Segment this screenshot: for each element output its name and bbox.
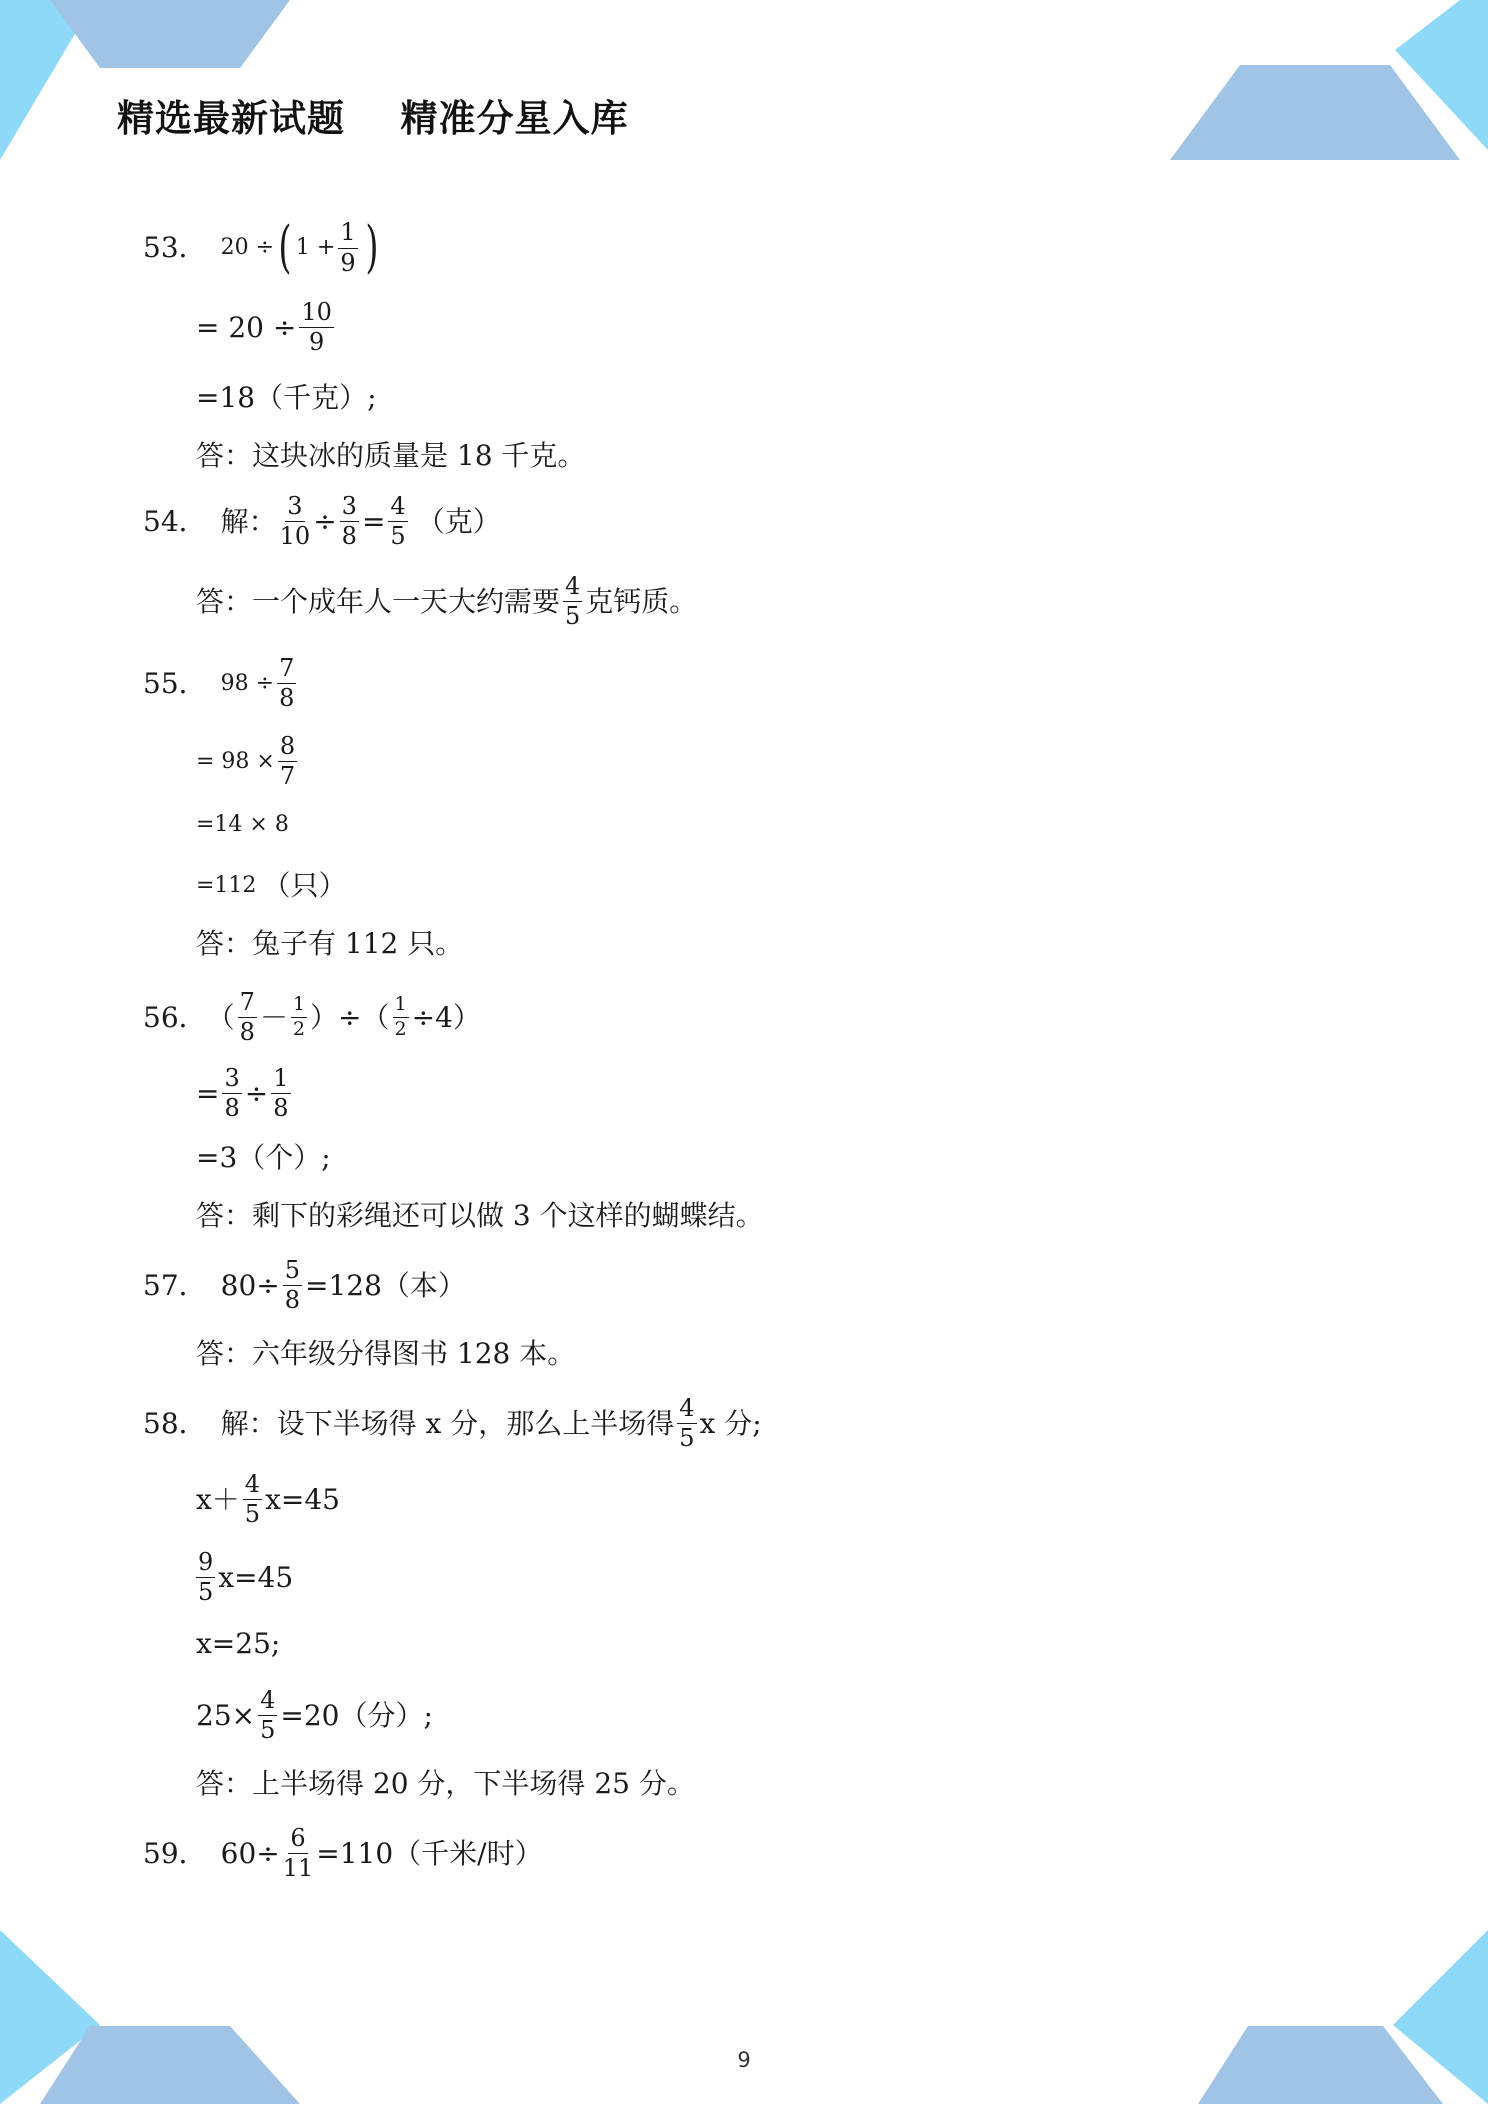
q56-answer-text: 答：剩下的彩绳还可以做 3 个这样的蝴蝶结。 [196,1199,764,1232]
fraction-denominator: 10 [279,522,311,551]
q53-l2-text: = 20 ÷ [196,310,297,344]
q58-l3-b: x=45 [218,1560,294,1594]
fraction-numerator: 8 [278,734,297,762]
fraction-numerator: 4 [243,1472,262,1500]
fraction-denominator: 11 [282,1854,314,1883]
q58-l2-frac [243,1472,262,1527]
q59-l1-b: =110（千米/时） [316,1836,543,1870]
q55-l1-frac [277,656,296,711]
q54-unit: （克） [416,504,501,538]
q54-answer-a: 答：一个成年人一天大约需要 [196,584,561,618]
fraction-denominator: 8 [284,1286,301,1315]
header-title: 精选最新试题 精准分星入库 [117,97,629,140]
q56-divide: ）÷（ [310,1000,390,1034]
q58-l2-b: x=45 [265,1482,340,1516]
q53-fraction [338,220,357,275]
page-number: 9 [737,2048,751,2072]
q57-frac [283,1258,302,1313]
q54-op2: = [361,504,386,538]
fraction-numerator: 4 [677,1396,696,1424]
q53-expr-a: 20 ÷ [220,235,275,260]
q53-number: 53． [143,231,207,264]
q58-l2-a: x＋ [196,1482,240,1516]
q55-l4-text: =112 [196,873,257,898]
fraction-numerator: 7 [238,990,257,1018]
q59-l1-a: 60÷ [220,1836,280,1870]
q56-l2-eq: = [196,1076,220,1110]
fraction-numerator: 3 [285,494,304,522]
fraction-denominator: 5 [198,1578,214,1607]
q55-l2-text: = 98 × [196,748,275,774]
fraction-numerator: 1 [291,995,307,1018]
q55-answer-text: 答：兔子有 112 只。 [196,927,464,960]
bottom-right-decoration [1168,1930,1488,2104]
fraction-numerator: 1 [271,1066,290,1094]
fraction-denominator: 8 [224,1094,240,1123]
fraction-numerator: 4 [388,494,407,522]
q55-l1-text: 98 ÷ [220,670,275,696]
q56-line1 [143,990,481,1045]
q54-frac2 [340,494,359,549]
fraction-numerator: 3 [340,494,359,522]
q53-answer-text: 答：这块冰的质量是 18 千克。 [196,439,586,472]
q58-number: 58． [143,1406,207,1440]
q55-l2-frac [278,734,297,789]
q57-answer-text: 答：六年级分得图书 128 本。 [196,1337,576,1370]
q55-number: 55． [143,666,207,700]
q58-l3-frac [196,1550,215,1605]
q58-l5-frac [258,1688,277,1743]
q58-l5-a: 25× [196,1698,256,1732]
q56-frac3 [393,995,409,1040]
q54-answer-frac [563,574,582,629]
q56-open-paren: （ [206,1000,235,1034]
q55-l4-unit: （只） [262,869,347,902]
q54-answer-b: 克钙质。 [585,584,698,618]
q54-jie: 解： [220,504,277,538]
bottom-left-decoration [0,1930,320,2104]
q56-l2-frac2 [271,1066,290,1121]
q56-frac2 [291,995,307,1040]
q53-l2-fraction [299,300,334,355]
q54-number: 54． [143,504,207,538]
fraction-numerator: 3 [222,1066,241,1094]
fraction-denominator: 5 [244,1500,261,1529]
q58-line4 [196,1627,281,1660]
q58-l4-text: x=25; [196,1627,281,1660]
fraction-denominator: 2 [394,1018,407,1041]
left-paren: ( [278,215,292,280]
q57-l1-b: =128（本） [305,1268,466,1302]
q56-answer [196,1199,764,1232]
q55-line2 [196,734,300,789]
q53-answer [196,439,586,472]
fraction-denominator: 5 [260,1716,276,1745]
q56-close: ÷4） [411,1000,481,1034]
fraction-denominator: 5 [390,522,406,551]
q58-l1-a: 解：设下半场得 x 分，那么上半场得 [220,1406,675,1440]
q54-frac3 [388,494,407,549]
fraction-denominator: 8 [341,522,357,551]
fraction-denominator: 8 [239,1018,255,1047]
q53-line1 [143,215,383,280]
q57-number: 57． [143,1268,207,1302]
q54-answer [196,574,697,629]
fraction-numerator: 1 [393,995,409,1018]
q56-l2-frac1 [222,1066,241,1121]
q58-answer-text: 答：上半场得 20 分，下半场得 25 分。 [196,1767,695,1800]
q54-frac1 [280,494,311,549]
q53-expr-b: 1 + [295,235,336,260]
q58-line1 [143,1396,762,1451]
q55-line3 [196,814,289,836]
fraction-numerator: 7 [277,656,296,684]
fraction-numerator: 6 [288,1826,307,1854]
q58-l1-frac [677,1396,696,1451]
fraction-numerator: 10 [299,300,334,328]
fraction-denominator: 5 [565,602,581,631]
q58-line2 [196,1472,340,1527]
fraction-numerator: 1 [338,220,357,248]
q57-l1-a: 80÷ [220,1268,280,1302]
q57-answer [196,1337,576,1370]
q56-l2-op: ÷ [244,1076,269,1110]
q59-line1 [143,1826,543,1881]
q57-line1 [143,1258,466,1313]
fraction-numerator: 9 [196,1550,215,1578]
q58-l5-b: =20（分）; [280,1698,433,1732]
q55-line1 [143,656,299,711]
q54-op1: ÷ [313,504,337,538]
q53-line2 [196,300,337,355]
q58-l1-b: x 分; [699,1406,762,1440]
right-paren: ) [365,215,379,280]
fraction-numerator: 5 [283,1258,302,1286]
q54-line1 [143,494,501,549]
fraction-denominator: 9 [308,328,325,357]
q56-minus: － [259,1000,288,1034]
q56-number: 56． [143,1000,207,1034]
q56-line2 [196,1066,294,1121]
q55-line4 [196,869,347,902]
fraction-denominator: 8 [273,1094,289,1123]
q55-l3-text: =14 × 8 [196,812,289,837]
top-right-decoration [1170,0,1488,170]
q56-frac1 [238,990,257,1045]
q53-line3 [196,381,377,414]
q56-line3 [196,1141,331,1174]
fraction-numerator: 4 [258,1688,277,1716]
q55-answer [196,927,464,960]
q59-number: 59． [143,1836,207,1870]
fraction-denominator: 7 [279,762,296,791]
fraction-denominator: 2 [292,1018,306,1041]
q53-l3-text: =18（千克）; [196,381,377,414]
top-left-decoration [0,0,300,170]
fraction-denominator: 9 [340,248,356,277]
q58-line3 [196,1550,293,1605]
q56-l3-text: =3（个）; [196,1141,331,1174]
q58-line5 [196,1688,433,1743]
q59-frac [283,1826,314,1881]
q58-answer [196,1767,695,1800]
fraction-denominator: 8 [279,684,295,713]
fraction-denominator: 5 [679,1424,695,1453]
fraction-numerator: 4 [563,574,582,602]
